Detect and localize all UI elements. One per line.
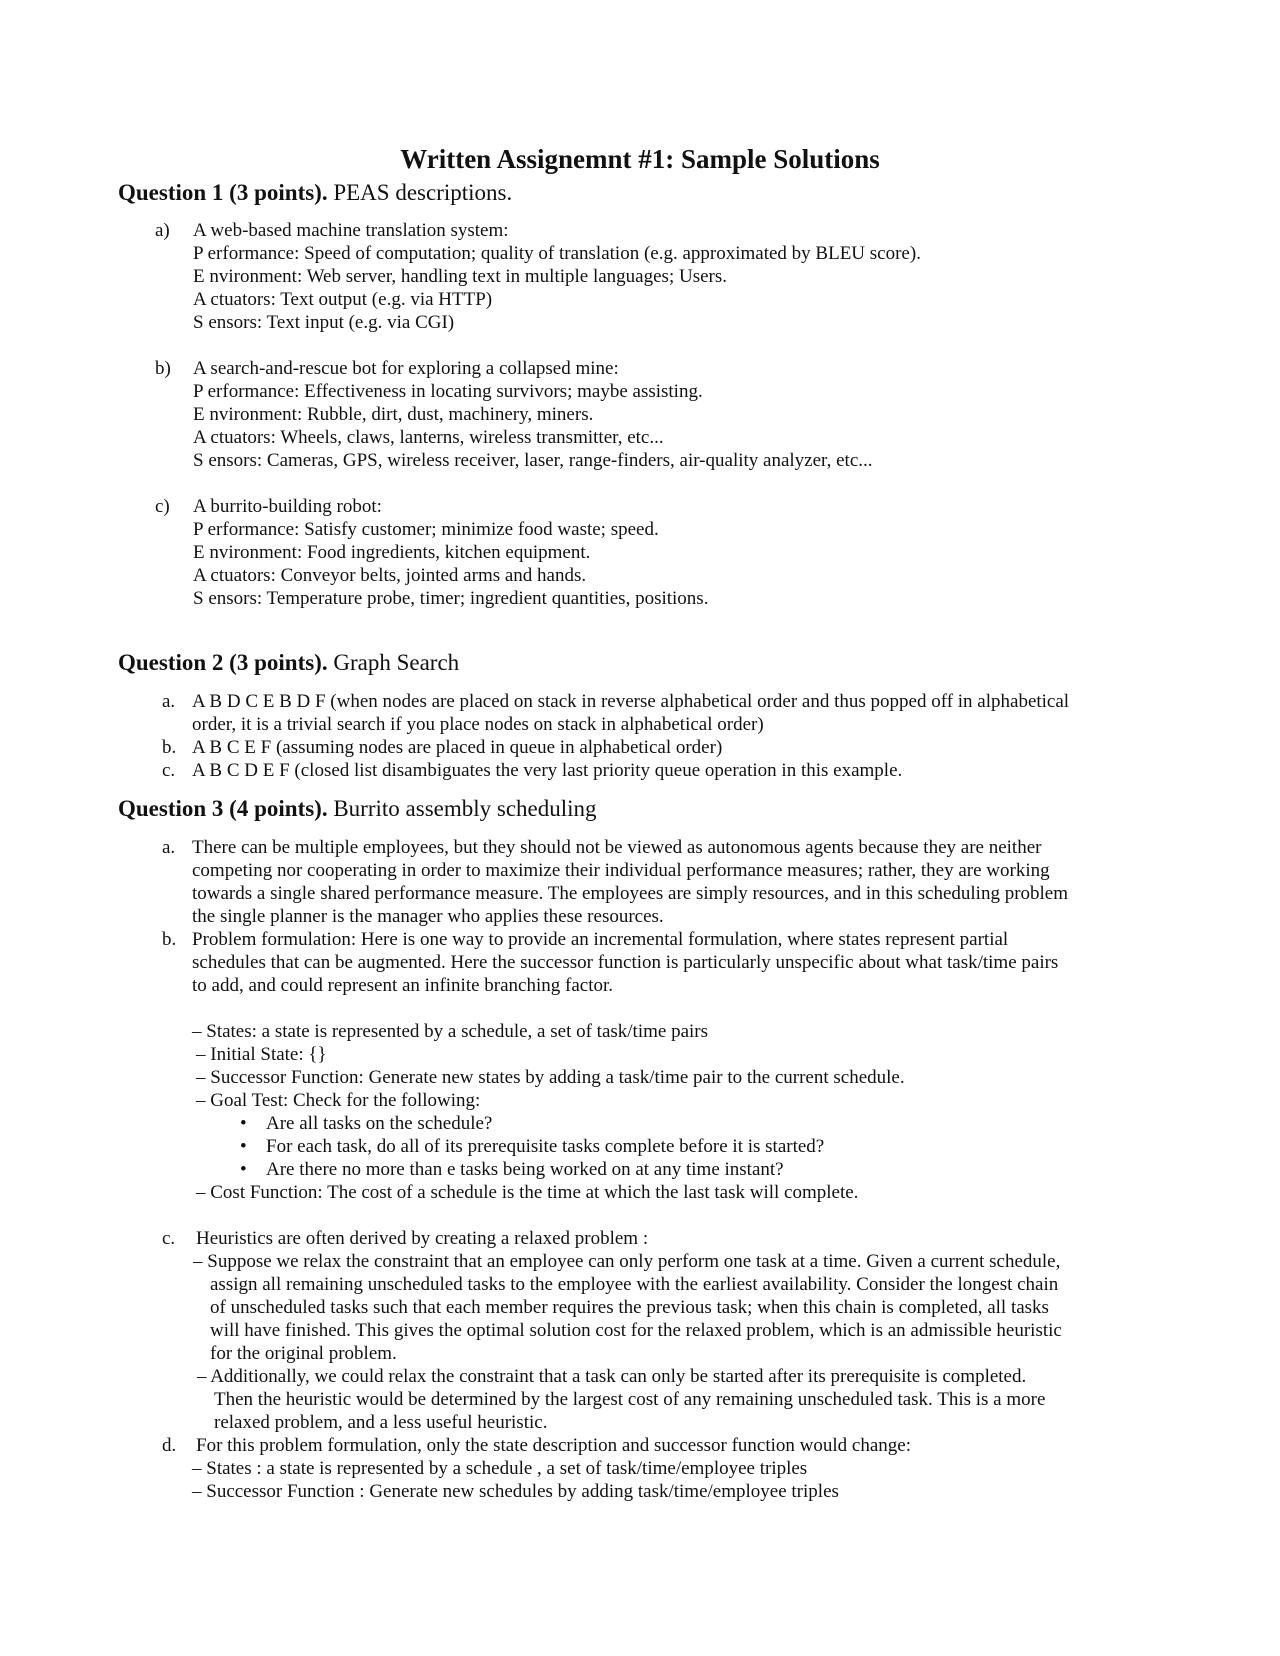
q3-c-para2-line: relaxed problem, and a less useful heuristic.: [214, 1412, 548, 1433]
q2-item-b-line: A B C E F (assuming nodes are placed in queue in alphabetical order): [192, 737, 723, 758]
q1-item-a-line: A web-based machine translation system:: [193, 220, 509, 241]
question-3-heading: [118, 794, 597, 824]
q3-item-a-line: competing nor cooperating in order to maximize their individual performance measures; rather, they are working: [192, 860, 1050, 881]
q3-item-a-line: towards a single shared performance measure. The employees are simply resources, and in this scheduling problem: [192, 883, 1069, 904]
q1-item-a-marker: a): [155, 220, 170, 241]
q3-item-b-marker: b.: [162, 929, 177, 950]
q3-item-b-line: Problem formulation: Here is one way to provide an incremental formulation, where states represent partial: [192, 929, 1009, 950]
q3-item-b-line: schedules that can be augmented. Here the successor function is particularly unspecific about what task/time pairs: [192, 952, 1059, 973]
q3-c-intro: Heuristics are often derived by creating a relaxed problem :: [196, 1228, 649, 1249]
bullet-icon: •: [240, 1113, 247, 1134]
q1-item-c-marker: c): [155, 496, 170, 517]
q3-b-successor: – Successor Function: Generate new states by adding a task/time pair to the current schedule.: [196, 1067, 905, 1088]
q3-b-initial-state: – Initial State: {}: [196, 1044, 327, 1065]
q1-item-b-line: S ensors: Cameras, GPS, wireless receiver, laser, range-finders, air-quality analyzer, etc...: [193, 450, 873, 471]
q3-item-a-line: the single planner is the manager who applies these resources.: [192, 906, 664, 927]
q1-item-a-line: S ensors: Text input (e.g. via CGI): [193, 312, 455, 333]
q1-item-a-line: P erformance: Speed of computation; quality of translation (e.g. approximated by BLEU score).: [193, 243, 921, 264]
question-1-heading: [118, 178, 512, 208]
q3-item-c-marker: c.: [162, 1228, 176, 1249]
q1-item-c-line: P erformance: Satisfy customer; minimize food waste; speed.: [193, 519, 659, 540]
q1-item-c-line: A burrito-building robot:: [193, 496, 382, 517]
q3-b-bullet-item: Are there no more than e tasks being worked on at any time instant?: [266, 1159, 784, 1180]
q3-b-bullet-item: For each task, do all of its prerequisite tasks complete before it is started?: [266, 1136, 825, 1157]
bullet-icon: •: [240, 1159, 247, 1180]
q2-item-c-line: A B C D E F (closed list disambiguates the very last priority queue operation in this example.: [192, 760, 903, 781]
q3-c-para2-line: Then the heuristic would be determined by the largest cost of any remaining unscheduled task. This is a more: [214, 1389, 1046, 1410]
q1-item-b-line: A search-and-rescue bot for exploring a collapsed mine:: [193, 358, 619, 379]
q1-item-b-line: P erformance: Effectiveness in locating survivors; maybe assisting.: [193, 381, 703, 402]
q3-d-successor: – Successor Function : Generate new schedules by adding task/time/employee triples: [192, 1481, 839, 1502]
question-2-heading: [118, 648, 459, 678]
question-1-topic: PEAS descriptions.: [333, 180, 513, 205]
q3-b-bullet-item: Are all tasks on the schedule?: [266, 1113, 493, 1134]
q3-b-goal-test: – Goal Test: Check for the following:: [196, 1090, 481, 1111]
question-1-label: Question 1 (3 points).: [118, 180, 328, 205]
q3-c-para2-line: – Additionally, we could relax the constraint that a task can only be started after its prerequisite is completed.: [197, 1366, 1027, 1387]
q3-item-a-marker: a.: [162, 837, 176, 858]
q3-d-intro: For this problem formulation, only the state description and successor function would change:: [196, 1435, 911, 1456]
q1-item-a-line: A ctuators: Text output (e.g. via HTTP): [193, 289, 493, 310]
bullet-icon: •: [240, 1136, 247, 1157]
question-2-topic: Graph Search: [333, 650, 460, 675]
q1-item-b-line: E nvironment: Rubble, dirt, dust, machinery, miners.: [193, 404, 594, 425]
q2-item-b-marker: b.: [162, 737, 177, 758]
q1-item-b-marker: b): [155, 358, 171, 379]
q3-item-d-marker: d.: [162, 1435, 177, 1456]
q1-item-c-line: A ctuators: Conveyor belts, jointed arms and hands.: [193, 565, 587, 586]
q2-item-a-line: A B D C E B D F (when nodes are placed on stack in reverse alphabetical order and thus popped off in alphabetical: [192, 691, 1070, 712]
q3-b-states: – States: a state is represented by a schedule, a set of task/time pairs: [192, 1021, 709, 1042]
q1-item-c-line: E nvironment: Food ingredients, kitchen equipment.: [193, 542, 591, 563]
question-2-label: Question 2 (3 points).: [118, 650, 328, 675]
q3-item-b-line: to add, and could represent an infinite branching factor.: [192, 975, 614, 996]
document-title: Written Assignemnt #1: Sample Solutions: [400, 144, 880, 174]
q1-item-c-line: S ensors: Temperature probe, timer; ingredient quantities, positions.: [193, 588, 709, 609]
q3-d-states: – States : a state is represented by a schedule , a set of task/time/employee triples: [192, 1458, 808, 1479]
q3-c-para1-line: – Suppose we relax the constraint that an employee can only perform one task at a time. Given a current schedule,: [193, 1251, 1061, 1272]
q2-item-a-line: order, it is a trivial search if you place nodes on stack in alphabetical order): [192, 714, 764, 735]
q1-item-b-line: A ctuators: Wheels, claws, lanterns, wireless transmitter, etc...: [193, 427, 664, 448]
q3-c-para1-line: of unscheduled tasks such that each member requires the previous task; when this chain is completed, all tasks: [210, 1297, 1049, 1318]
q3-b-cost-function: – Cost Function: The cost of a schedule is the time at which the last task will complete.: [196, 1182, 859, 1203]
q3-c-para1-line: will have finished. This gives the optimal solution cost for the relaxed problem, which is an admissible heuristic: [210, 1320, 1062, 1341]
question-3-label: Question 3 (4 points).: [118, 796, 328, 821]
question-3-topic: Burrito assembly scheduling: [333, 796, 597, 821]
q2-item-c-marker: c.: [162, 760, 176, 781]
q3-item-a-line: There can be multiple employees, but they should not be viewed as autonomous agents because they are neither: [192, 837, 1042, 858]
q2-item-a-marker: a.: [162, 691, 176, 712]
q3-c-para1-line: assign all remaining unscheduled tasks to the employee with the earliest availability. Consider the longest chain: [210, 1274, 1059, 1295]
q3-c-para1-line: for the original problem.: [210, 1343, 397, 1364]
q1-item-a-line: E nvironment: Web server, handling text in multiple languages; Users.: [193, 266, 727, 287]
